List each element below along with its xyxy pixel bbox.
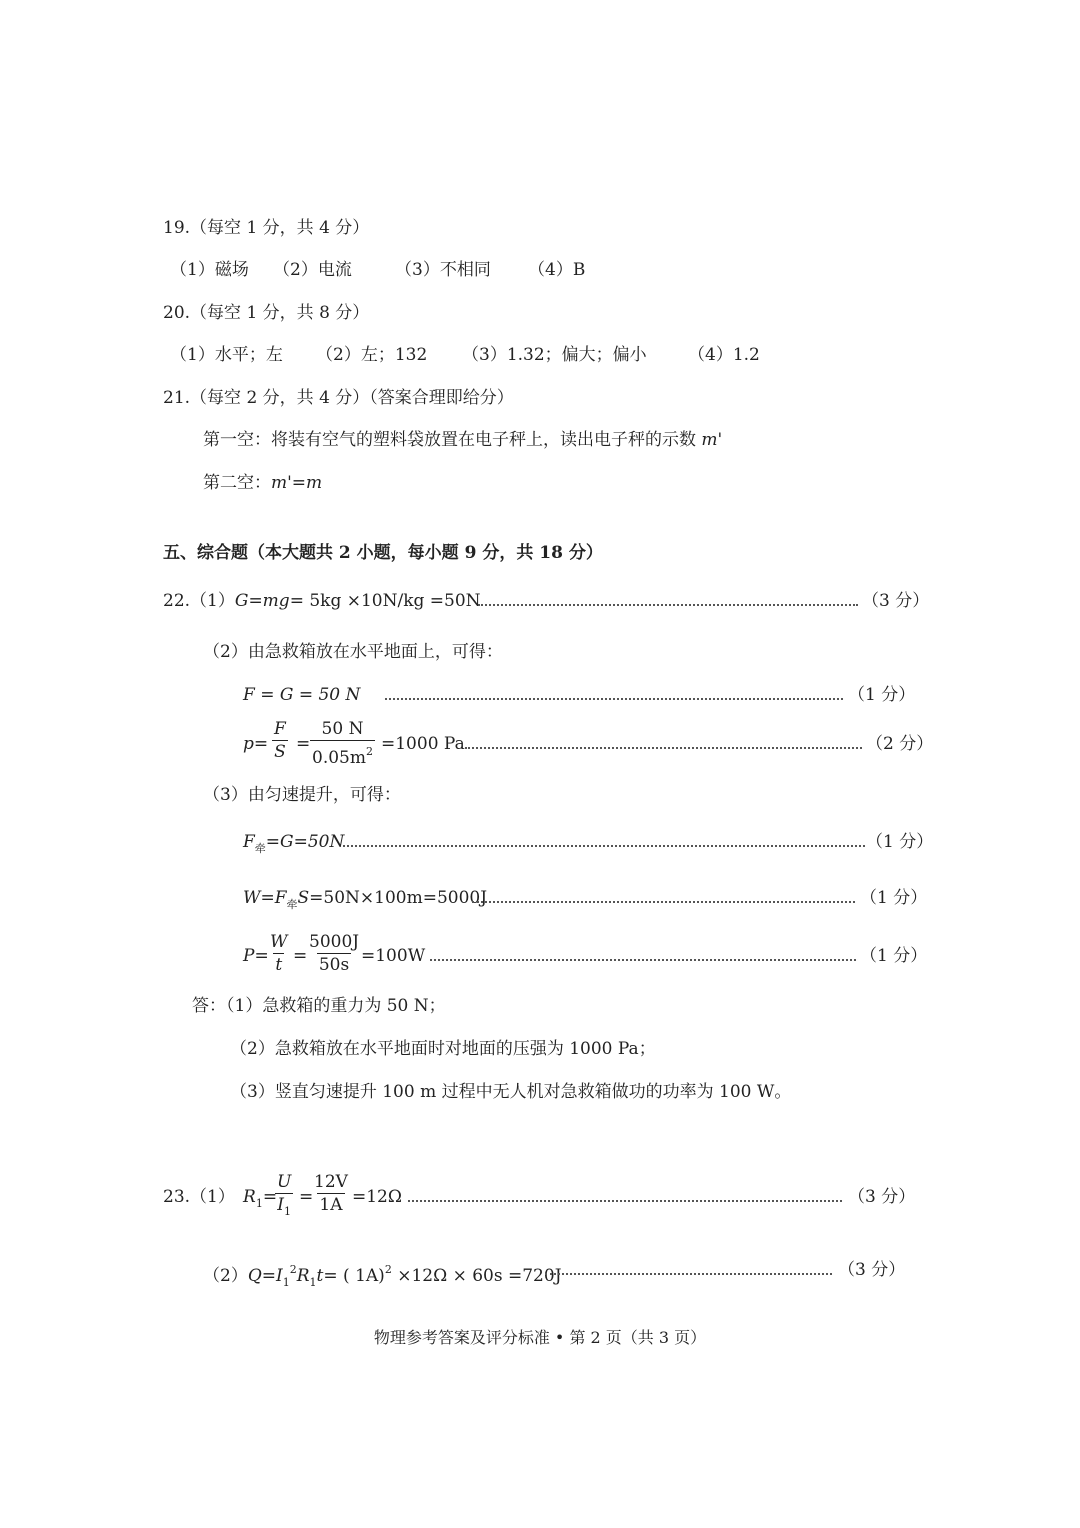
q22-answer-3: （3）竖直匀速提升 100 m 过程中无人机对急救箱做功的功率为 100 W。 bbox=[230, 1082, 792, 1102]
q19-answer-1: （1）磁场 bbox=[170, 260, 249, 280]
q22-p3-eq3-lhs: P= bbox=[243, 946, 269, 966]
q22-p2-eq1: F = G = 50 N bbox=[243, 685, 361, 705]
q21-blank-2-label: 第二空： bbox=[203, 473, 271, 493]
q22-part-2-intro: （2）由急救箱放在水平地面上，可得： bbox=[203, 642, 503, 662]
q22-p3-eq3-score: （1 分） bbox=[860, 946, 928, 966]
q19-answer-3: （3）不相同 bbox=[395, 260, 491, 280]
q22-answer-1: 答：（1）急救箱的重力为 50 N； bbox=[192, 996, 446, 1016]
q20-answer-4: （4）1.2 bbox=[688, 345, 760, 365]
q22-answer-2: （2）急救箱放在水平地面时对地面的压强为 1000 Pa； bbox=[230, 1039, 656, 1059]
q23-p2-score: （3 分） bbox=[838, 1260, 906, 1280]
resistance-symbol: R bbox=[243, 1187, 256, 1207]
leader-dots bbox=[343, 845, 865, 847]
q22-p3-eq3-result: =100W bbox=[361, 946, 426, 966]
heat-symbol: Q=I bbox=[247, 1266, 283, 1286]
q22-label: 22.（1） bbox=[163, 591, 235, 611]
subscript: 1 bbox=[282, 1276, 290, 1289]
work-symbol: W=F bbox=[243, 888, 287, 908]
q22-p3-eq2-score: （1 分） bbox=[860, 888, 928, 908]
q23-p2-label: （2） bbox=[203, 1266, 248, 1286]
leader-dots bbox=[465, 747, 862, 749]
leader-dots bbox=[472, 901, 855, 903]
denominator bbox=[275, 1193, 293, 1223]
q21-header: 21.（每空 2 分，共 4 分）（答案合理即给分） bbox=[163, 388, 514, 408]
denominator: 1A bbox=[319, 1195, 343, 1215]
subscript: 1 bbox=[284, 1205, 292, 1218]
q21-blank-1-text: 第一空：将装有空气的塑料袋放置在电子秤上，读出电子秤的示数 bbox=[203, 430, 702, 450]
fraction-u-over-i bbox=[275, 1171, 293, 1223]
q22-p2-eq2-result: =1000 Pa bbox=[381, 734, 465, 754]
q23-p1-result: =12Ω bbox=[352, 1187, 402, 1207]
q19-answer-2: （2）电流 bbox=[273, 260, 352, 280]
subscript: 牵 bbox=[254, 842, 266, 855]
q22-part-3-intro: （3）由匀速提升，可得： bbox=[203, 785, 401, 805]
numerator: 5000J bbox=[309, 932, 360, 952]
numerator: F bbox=[274, 719, 286, 739]
exponent: 2 bbox=[289, 1263, 297, 1276]
q22-p3-eq2-rest: =50N×100m=5000J bbox=[309, 888, 488, 908]
q20-answer-1: （1）水平；左 bbox=[170, 345, 283, 365]
q22-p2-eq2-lhs: p= bbox=[243, 734, 269, 754]
q22-p2-eq2-score: （2 分） bbox=[866, 734, 934, 754]
page-footer: 物理参考答案及评分标准 • 第 2 页（共 3 页） bbox=[373, 1328, 707, 1347]
subscript: 1 bbox=[309, 1276, 317, 1289]
leader-dots bbox=[545, 1273, 832, 1275]
resistance-symbol: R bbox=[296, 1266, 310, 1286]
q22-part-1 bbox=[163, 590, 481, 612]
denominator: t bbox=[275, 955, 283, 975]
numerator: 50 N bbox=[321, 719, 364, 739]
time-symbol: t bbox=[316, 1266, 324, 1286]
q21-blank-1-var: m' bbox=[701, 430, 723, 450]
q22-p3-eq1-rest: =G=50N bbox=[265, 832, 345, 852]
numerator: W bbox=[270, 932, 288, 952]
equals-sign: = bbox=[299, 1187, 314, 1207]
fraction-12v-over-1a bbox=[312, 1171, 350, 1216]
subscript: 牵 bbox=[286, 898, 298, 911]
q21-blank-2 bbox=[203, 472, 322, 494]
denominator-text: 0.05m bbox=[312, 748, 366, 768]
equals-sign: = bbox=[262, 1187, 278, 1207]
q22-p1-var: G=mg bbox=[234, 591, 290, 611]
leader-dots bbox=[408, 1200, 842, 1202]
force-symbol: F bbox=[243, 832, 255, 852]
fraction-f-over-s bbox=[272, 718, 288, 763]
q22-p3-eq1-score: （1 分） bbox=[866, 832, 934, 852]
q22-p3-eq2 bbox=[243, 887, 487, 916]
distance-symbol: S bbox=[297, 888, 310, 908]
q23-p1-score: （3 分） bbox=[848, 1187, 916, 1207]
section-5-title: 五、综合题（本大题共 2 小题，每小题 9 分，共 18 分） bbox=[163, 543, 603, 563]
q23-label: 23.（1） bbox=[163, 1187, 235, 1207]
q22-p3-eq1 bbox=[243, 831, 344, 860]
fraction-w-over-t bbox=[268, 931, 289, 976]
q20-header: 20.（每空 1 分，共 8 分） bbox=[163, 303, 370, 323]
q20-answer-2: （2）左；132 bbox=[316, 345, 428, 365]
q22-p2-eq1-score: （1 分） bbox=[848, 685, 916, 705]
numerator: 12V bbox=[314, 1172, 348, 1192]
exponent: 2 bbox=[365, 745, 373, 758]
fraction-50n-over-area bbox=[310, 718, 375, 769]
leader-dots bbox=[478, 604, 858, 606]
q20-answer-3: （3）1.32；偏大；偏小 bbox=[462, 345, 647, 365]
q22-p1-score: （3 分） bbox=[862, 591, 930, 611]
equals-sign: = bbox=[296, 734, 311, 754]
current-symbol: I bbox=[277, 1195, 285, 1215]
subscript: 1 bbox=[255, 1197, 263, 1210]
denominator bbox=[310, 740, 375, 769]
q21-blank-1 bbox=[203, 429, 722, 451]
q19-header: 19.（每空 1 分，共 4 分） bbox=[163, 218, 370, 238]
q22-p1-expr: = 5kg ×10N/kg =50N bbox=[289, 591, 481, 611]
q23-p2-rest-1: = ( 1A) bbox=[323, 1266, 385, 1286]
numerator: U bbox=[277, 1172, 292, 1192]
fraction-5000j-over-50s bbox=[307, 931, 361, 976]
denominator: S bbox=[274, 742, 286, 762]
equals-sign: = bbox=[293, 946, 308, 966]
q23-part-2 bbox=[203, 1259, 562, 1294]
q21-blank-2-expr: m'=m bbox=[271, 473, 323, 493]
q23-p1-lhs bbox=[243, 1186, 277, 1215]
exponent: 2 bbox=[384, 1263, 392, 1276]
q23-p2-rest-2: ×12Ω × 60s =720J bbox=[391, 1266, 562, 1286]
q19-answer-4: （4）B bbox=[528, 260, 586, 280]
leader-dots bbox=[430, 959, 856, 961]
leader-dots bbox=[385, 698, 843, 700]
denominator: 50s bbox=[318, 955, 350, 975]
